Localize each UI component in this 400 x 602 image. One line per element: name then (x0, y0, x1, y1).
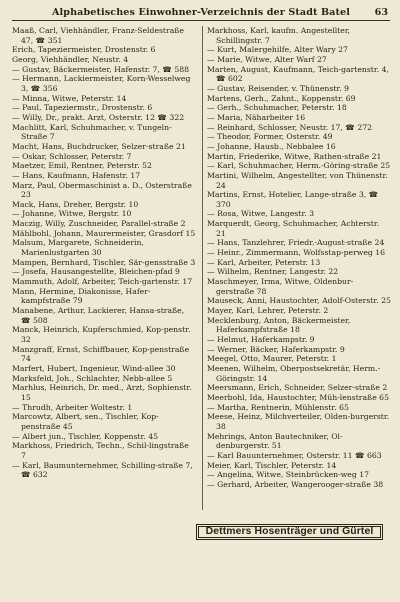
directory-entry: Mann, Hermine, Diakonisse, Hafer-kampfstraße 79 (12, 286, 151, 306)
directory-entry: Mehrings, Anton Bautechniker, Ol-denburgerstr. 51 (207, 431, 343, 451)
directory-entry: — Willy, Dr., prakt. Arzt, Osterstr. 12 ☎ 322 (12, 112, 185, 122)
directory-entry: Meegel, Otto, Maurer, Peterstr. 1 (207, 354, 337, 364)
directory-entry: Mammuth, Adolf, Arbeiter, Teich-gartenstr. 17 (12, 277, 193, 287)
directory-entry: Manabene, Arthur, Lackierer, Hansa-straße, ☎ 508 (12, 306, 185, 325)
directory-entry: Mählbohl, Johann, Maurermeister, Grasdorf 15 (12, 228, 196, 238)
directory-entry: — Werner, Bäcker, Haferkampstr. 9 (207, 344, 345, 354)
directory-entry: — Marie, Witwe, Alter Warf 27 (207, 54, 327, 64)
directory-entry: — Karl, Arbeiter, Peterstr. 13 (207, 257, 321, 267)
directory-entry: Maaß, Carl, Viehhändler, Franz-Seldestraße 47, ☎ 351 (12, 26, 184, 45)
header-rule (12, 20, 390, 21)
advertisement-text: Dettmers Hosenträger und Gürtel (205, 526, 374, 537)
directory-entry: Marz, Paul, Obermaschinist a. D., Osterstraße 23 (12, 180, 192, 200)
directory-entry: — Albert jun., Tischler, Koppenstr. 45 (12, 431, 158, 441)
directory-entry: — Hermann, Lackiermeister, Korn-Wesselweg 3, ☎ 356 (12, 74, 191, 93)
directory-entry: Martin, Friederike, Witwe, Rathen-straße 21 (207, 151, 382, 161)
directory-entry: — Maria, Näharbeiter 16 (207, 112, 306, 122)
directory-entry: Marhlus, Heinrich, Dr. med., Arzt, Sophienstr. 15 (12, 383, 192, 402)
directory-entry: Marfert, Hubert, Ingenieur, Wind-allee 30 (12, 363, 176, 373)
directory-entry: — Gustav, Reisender, v. Thünenstr. 9 (207, 83, 350, 93)
directory-entry: Macht, Hans, Buchdrucker, Selzer-straße 21 (12, 141, 186, 151)
directory-entry: — Minna, Witwe, Peterstr. 14 (12, 93, 127, 103)
directory-entry: Maetzer, Emil, Rentner, Peterstr. 52 (12, 161, 152, 171)
column-divider (202, 26, 203, 510)
directory-entry: — Wilhelm, Rentner, Langestr. 22 (207, 267, 339, 277)
directory-entry: Maschmeyer, Irma, Witwe, Oldenbur-gerstraße 78 (207, 277, 354, 296)
directory-entry: Mecklenburg, Anton, Bäckermeister, Haferkampfstraße 18 (207, 315, 351, 335)
directory-entry: Manzgraff, Ernst, Schiffbauer, Kop-penstraße 74 (12, 344, 190, 364)
directory-entry: — Gerhard, Arbeiter, Wangerooger-straße 38 (207, 479, 384, 489)
directory-entry: — Reinhard, Schlosser, Neustr. 17, ☎ 272 (207, 122, 373, 132)
directory-entry: Marksfeld, Joh., Schlachter, Nebb-allee 5 (12, 373, 173, 383)
advertisement-box (196, 524, 383, 540)
directory-entry: — Kurt, Malergehilfe, Alter Wary 27 (207, 45, 348, 55)
directory-entry: — Karl, Baumunternehmer, Schilling-straße 7, ☎ 632 (12, 460, 193, 480)
directory-entry: — Theodor, Former, Osterstr. 49 (207, 132, 333, 142)
page-header (12, 6, 390, 22)
directory-entry: Mampen, Bernhard, Tischler, Sär-gensstraße 3 (12, 257, 196, 267)
directory-entry: — Josefa, Hausangestellte, Bleichen-pfad 9 (12, 267, 180, 277)
directory-entry: Meersmann, Erich, Schneider, Selzer-straße 2 (207, 383, 388, 393)
directory-entry: Mack, Hans, Dreher, Bergstr. 10 (12, 199, 139, 209)
directory-entry: — Karl, Schuhmacher, Herm.-Göring-straße 25 (207, 161, 391, 171)
directory-entry: Machlitt, Karl, Schuhmacher, v. Tungeln-Straße 7 (12, 122, 172, 142)
directory-entry: Martins, Ernst, Hotelier, Lange-straße 3, ☎ 370 (207, 190, 379, 209)
directory-entry: Maczig, Willy, Zuschneider, Parallel-straße 2 (12, 219, 186, 229)
directory-entry: Erich, Tapeziermeister, Drostenstr. 6 (12, 45, 156, 55)
directory-entry: Meenen, Wilhelm, Oberpostsekretär, Herm.-Göringstr. 14 (207, 363, 381, 383)
left-column (12, 26, 196, 480)
directory-entry: Mayer, Karl, Lehrer, Peterstr. 2 (207, 306, 329, 316)
directory-entry: — Paul, Tapeziermstr., Drostenstr. 6 (12, 103, 153, 113)
right-column (207, 26, 391, 490)
directory-entry: Marcowtz, Albert, sen., Tischler, Kop-penstraße 45 (12, 412, 159, 431)
directory-entry: — Thrudh, Arbeiter Woltestr. 1 (12, 402, 133, 412)
directory-columns (12, 26, 390, 516)
directory-entry: — Angelina, Witwe, Steinbrücken-weg 17 (207, 470, 369, 480)
directory-entry: — Rosa, Witwe, Langestr. 3 (207, 209, 315, 219)
directory-entry: — Johanne, Hausb., Nebbalee 16 (207, 141, 336, 151)
directory-entry: Marten, August, Kaufmann, Teich-gartenstr. 4, ☎ 602 (207, 64, 389, 84)
directory-entry: — Hans, Tanzlehrer, Friedr.-August-straße 24 (207, 238, 385, 248)
directory-entry: Markhoss, Karl, kaufm. Angestellter, Schillingstr. 7 (207, 26, 351, 45)
directory-entry: — Gerh., Schuhmacher, Peterstr. 18 (207, 103, 347, 113)
page-number: 63 (374, 7, 388, 18)
directory-entry: Meier, Karl, Tischler, Peterstr. 14 (207, 460, 337, 470)
directory-entry: — Martha, Rentnerin, Mühlenstr. 65 (207, 402, 349, 412)
directory-entry: Mauseck, Anni, Haustochter, Adolf-Osterstr. 25 (207, 296, 391, 306)
directory-entry: Manck, Heinrich, Kupferschmied, Kop-penstr. 32 (12, 325, 191, 344)
directory-entry: — Hans, Kaufmann, Hafenstr. 17 (12, 170, 141, 180)
directory-entry: Malsum, Margarete, Schneiderin, Marienlustgarten 30 (12, 238, 144, 258)
directory-entry: — Helmut, Haferkampstr. 9 (207, 335, 315, 344)
directory-entry: Meese, Heinz, Milchverteiler, Olden-burgerstr. 38 (207, 412, 390, 431)
directory-entry: — Johanne, Witwe, Bergstr. 10 (12, 209, 132, 219)
directory-entry: Marquerdt, Georg, Schuhmacher, Achterstr. 21 (207, 219, 380, 238)
directory-entry: Martens, Gerh., Zahnt., Koppenstr. 69 (207, 93, 356, 103)
directory-entry: Meerbohl, Ida, Haustochter, Müh-lenstraße 65 (207, 392, 389, 402)
directory-entry: Markhoss, Friedrich, Techn., Schil-lingstraße 7 (12, 441, 189, 460)
directory-entry: — Oskar, Schlosser, Peterstr. 7 (12, 151, 132, 161)
directory-entry: — Gustav, Bäckermeister, Hafenstr. 7, ☎ 588 (12, 64, 190, 74)
directory-entry: — Heinr., Zimmermann, Wolfsstap-perweg 16 (207, 248, 386, 258)
directory-entry: Martini, Wilhelm, Angestellter, von Thünenstr. 24 (207, 170, 388, 190)
page-title: Alphabetisches Einwohner-Verzeichnis der Stadt Batel (52, 7, 350, 18)
directory-entry: Georg, Viehhändler, Neustr. 4 (12, 54, 129, 64)
directory-entry: — Karl Bauunternehmer, Osterstr. 11 ☎ 663 (207, 450, 382, 460)
